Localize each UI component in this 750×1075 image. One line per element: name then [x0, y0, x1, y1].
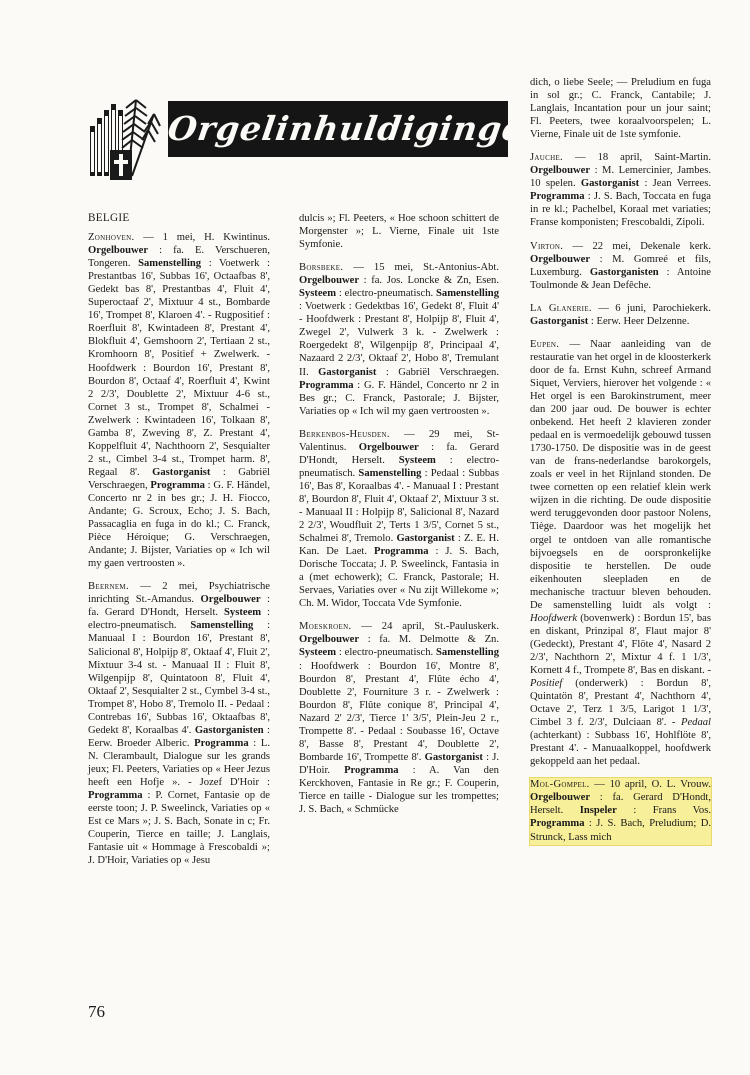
entry-text: — 24 april, St.-Pauluskerk. — [351, 621, 499, 633]
entry-location: Eupen. — [530, 338, 560, 350]
entry-label: Orgelbouwer — [358, 441, 419, 453]
entry-label: Samenstelling — [358, 467, 422, 479]
entry-label: Orgelbouwer — [88, 245, 149, 257]
entry-text: : fa. Gerard D'Hondt, Herselt. — [88, 594, 270, 619]
entry-text: — Naar aanleiding van de restauratie van het orgel in de kloosterkerk door de fa. Ernst Kuhn, schreef Armand Siquet, Verviers, hierover het volgende : « Het orgel is een Barokinstrument, meer dan 200 jaar oud. De bouwer is echter onbekend. Het heeft 2 klavieren zonder pedaal en is vermoedelijk gebouwd tussen 1730-1750. De dispositie was in de geest van de frans-nederlandse barokorgels, zoals er veel in het Rijnland stonden. De twee cornetten op een relatief klein werk wijzen in die richting. De oude dispositie werd teruggevonden door pastoor Nolens, Tiège. Daardoor was het mogelijk het orgel te ontdoen van alle romantische bijvoegsels en de oorspronkelijke dispositie te herstellen. De oude eikenhouten sleepladen en de mechanische tractuur bleven behouden. De samenstelling luidt als volgt : — [530, 338, 712, 611]
entry-continued: dulcis »; Fl. Peeters, « Hoe schoon schittert de Morgenster »; L. Vierne, Finale uit 1ste Symfonie. — [299, 213, 499, 251]
column-1 — [88, 212, 270, 877]
entry-label: Gastorganist — [530, 315, 589, 327]
section-heading: BELGIE — [88, 212, 130, 224]
entry-label: Systeem — [398, 454, 436, 466]
entry-location: La Glanerie. — [530, 302, 592, 314]
entry-text: : G. F. Händel, Concerto nr 2 in Bes gr.; C. Franck, Pastorale; J. Bijster, Variaties op « Ich wil my gaen vertroosten ». — [299, 379, 499, 417]
entry-text: : fa. Gerard D'Hondt, Herselt. — [530, 792, 711, 817]
entry-label: Samenstelling — [436, 288, 499, 300]
entry-italic: Hoofdwerk — [530, 612, 578, 624]
entry-text: : Pedaal : Subbas 16', Bas 8', Koraalbas 4'. - Manuaal I : Prestant 8', Bourdon 8', Fluit 4', Oktaaf 2', Mixtuur 3 st. - Manuaal II : Holpijp 8', Salicional 8', Nazard 2 2/3', Woudfluit 2', Terts 1 3/5', Cornet 5 st., Schalmei 8', Tremolo. — [299, 467, 500, 545]
entry-label: Gastorganist — [580, 178, 640, 190]
entry-text: : A. Van den Kerckhoven, Fantasie in Re gr.; F. Couperin, Tierce en taille - Dialogue sur les trompettes; J. S. Bach, « Schmücke — [299, 764, 499, 816]
entry-label: Samenstelling — [190, 620, 254, 632]
entry-text: : J. S. Bach, Dorische Toccata; J. P. Sweelinck, Fantasia in a (met echowerk); C. Franck, Pastorale; H. Servaes, Variaties over « Nu zijt Willekome »; Ch. M. Widor, Toccata Vde Symfonie. — [299, 546, 500, 610]
column-2 — [299, 212, 499, 826]
entry-label: Programma — [150, 479, 205, 491]
entry-text: : Z. E. H. Kan. De Laet. — [299, 533, 499, 558]
entry-text: : electro-pneumatisch. — [88, 607, 271, 632]
entry-text: : Eerw. Heer Delzenne. — [588, 315, 690, 327]
entry-label: Systeem — [224, 607, 262, 619]
entry-jauche — [530, 151, 711, 229]
entry-borsbeke — [299, 261, 499, 418]
entry-label: Inspeler — [579, 805, 617, 817]
entry-text: : Gabriël Verschraegen. — [376, 366, 499, 378]
entry-label: Orgelbouwer — [530, 165, 591, 177]
entry-text: : Voetwerk : Gedektbas 16', Gedekt 8', Fluit 4' - Hoofdwerk : Prestant 8', Holpijp 8', Fluit 4', Zwegel 2', Vulwerk 3 k. - Zwelwerk : Roergedekt 8', Wilgenpijp 8', Principaal 4', Nazaard 2 2/3', Oktaaf 2', Hobo 8', Tremulant II. — [299, 301, 499, 378]
entry-text: : fa. E. Verschueren, Tongeren. — [88, 245, 270, 270]
entry-label: Gastorganist — [318, 366, 377, 378]
entry-label: Orgelbouwer — [530, 792, 591, 804]
entry-text: : J. S. Bach, Preludium; D. Strunck, Lass mich — [530, 818, 711, 843]
entry-text: — 29 mei, St-Valentinus. — [299, 428, 499, 453]
entry-label: Systeem — [299, 647, 337, 659]
entry-location: Berkenbos-Heusden. — [299, 428, 390, 440]
entry-text: : electro-pneumatisch. — [336, 288, 437, 300]
entry-location: Zonhoven. — [88, 232, 135, 244]
entry-location: Moeskroen. — [299, 621, 352, 633]
page-title: Orgelinhuldigingen — [165, 109, 552, 148]
entry-label: Programma — [194, 737, 249, 749]
entry-moeskroen — [299, 620, 499, 816]
entry-label: Gastorganisten — [589, 266, 659, 278]
entry-label: Systeem — [299, 288, 337, 300]
entry-text: (achterkant) : Subbass 16', Hohlflöte 8', Prestant 4'. - Manuaalkoppel, hoofdwerk gekoppeld aan het pedaal. — [530, 730, 711, 768]
page-number: 76 — [88, 1002, 105, 1021]
entry-label: Orgelbouwer — [299, 634, 360, 646]
entry-label: Programma — [88, 790, 143, 802]
entry-text: : electro-pneumatisch. — [336, 647, 437, 659]
entry-berkenbos-heusden — [299, 428, 499, 611]
entry-text: : L. N. Clerambault, Dialogue sur les grands jeux; Fl. Peeters, Variaties op « Heer Jezus heeft een Hofje ». - Jozef D'Hoir : — [88, 737, 270, 788]
entry-text: : fa. M. Delmotte & Zn. — [359, 634, 499, 646]
entry-text: — 2 mei, Psychiatrische inrichting St.-Amandus. — [88, 581, 270, 606]
entry-continued: dich, o liebe Seele; — Preludium en fuga in sol gr.; C. Franck, Cantabile; J. Langlais, Incantation pour un jour saint; Fl. Peeters, twee koraalvoorspelen; L. Vierne, Finale uit de 1ste symfonie. — [530, 77, 711, 141]
entry-text: : Antoine Toulmonde & Jean Defêche. — [530, 266, 711, 291]
entry-text: : fa. Gerard D'Hondt, Herselt. — [299, 441, 499, 466]
entry-text: (onderwerk) : Bordun 8', Quintatön 8', Prestant 4', Nachthorn 4', Octave 2', Terz 1 3/5, Larigot 1 1/3', Cimbel 3 f. 2/3', Dulciaan 8'. - — [530, 678, 711, 729]
entry-location: Mol-Gompel. — [530, 779, 590, 791]
entry-zonhoven — [88, 231, 270, 570]
entry-label: Gastorganist — [396, 533, 455, 545]
entry-label: Gastorganisten — [194, 724, 264, 736]
entry-text: — 15 mei, St.-Antonius-Abt. — [343, 262, 499, 274]
column-3 — [530, 76, 711, 855]
entry-eupen — [530, 338, 711, 769]
entry-text: : electro-pneumatisch. — [299, 454, 499, 479]
entry-label: Orgelbouwer — [299, 275, 360, 287]
entry-text: — 6 juni, Parochiekerk. — [591, 302, 711, 314]
entry-text: — 10 april, O. L. Vrouw. — [589, 779, 711, 791]
entry-text: : Voetwerk : Prestantbas 16', Subbas 16', Octaafbas 8', Gedekt bas 8', Prestantbas 4', Fluit 4', Superoctaaf 2', Mixtuur 4 st., Bombarde 16', Trompet 8', Klaroen 4'. - Rugpositief : Roerfluit 8', Kwintadeen 8', Prestant 4', Blokfluit 4', Gemshoorn 2', Tertiaan 2 st., Kromhoorn 8', Positief + Zwelwerk. - Hoofdwerk : Bourdon 16', Prestant 8', Bourdon 8', Octaaf 4', Roerfluit 4', Kwint 2 2/3', Doublette 2', Mixtuur 4-6 st., Cornet 3 st., Trompet 8', Schalmei - Zwelwerk : Kwintadeen 16', Tolkaan 8', Gamba 8', Zweving 8', Z. Prestant 4', Koppelfluit 4', Nachthoorn 2', Sesquialter 2 st., Cimbel 3-4 st., Trompet harm. 8', Regaal 8'. — [88, 258, 270, 478]
entry-text: : fa. Jos. Loncke & Zn, Esen. — [359, 275, 499, 287]
entry-label: Orgelbouwer — [530, 253, 591, 265]
entry-location: Jauche. — [530, 152, 563, 164]
entry-beernem — [88, 580, 270, 867]
entry-location: Virton. — [530, 240, 564, 252]
entry-italic: Positief — [530, 678, 563, 690]
entry-label: Programma — [373, 546, 429, 558]
entry-text: : M. Lemercinier, Jambes. 10 spelen. — [530, 165, 711, 190]
entry-text: : Frans Vos. — [616, 805, 711, 817]
entry-location: Beernem. — [88, 581, 129, 593]
entry-label: Samenstelling — [138, 258, 202, 270]
entry-italic: Pedaal — [680, 717, 711, 729]
entry-text: : J. D'Hoir. — [299, 751, 499, 776]
entry-text: : G. F. Händel, Concerto nr 2 in bes gr.; J. H. Fiocco, Andante; G. Scroux, Echo; J. S. Bach, Passacaglia en fuga in do kl.; C. Franck, Pièce Héroique; G. Verschraegen, Andante; J. Bijster, Variaties op « Ich wil my gaen vertroosten ». — [88, 479, 270, 570]
entry-location: Borsbeke. — [299, 262, 344, 274]
entry-virton — [530, 240, 711, 292]
entry-label: Programma — [530, 818, 585, 830]
entry-text: : J. S. Bach, Toccata en fuga in re kl.; Pachelbel, Koraal met variaties; Franse komponisten; Frescobaldi, Zipoli. — [530, 191, 711, 229]
entry-text: — 1 mei, H. Kwintinus. — [134, 232, 270, 244]
entry-text: : P. Cornet, Fantasie op de eerste toon; J. P. Sweelinck, Variaties op « Est ce Mars »; J. S. Bach, Sonate in c; Fr. Couperin, Tierce en taille; J. Langlais, Fantasie uit « Hommage à Frescobaldi »; J. D'Hoir, Variaties op « Jesu — [88, 790, 270, 867]
entry-mol-gompel-highlighted — [530, 778, 711, 844]
entry-label: Programma — [530, 191, 585, 203]
entry-text: : Gabriël Verschraegen, — [88, 466, 270, 491]
entry-label: Gastorganist — [424, 751, 483, 763]
entry-label: Samenstelling — [436, 647, 499, 659]
entry-text: : M. Gomreé et fils, Luxemburg. — [530, 253, 711, 278]
entry-text: : Hoofdwerk : Bourdon 16', Montre 8', Bourdon 8', Prestant 4', Flûte écho 4', Doublette 2', Fourniture 3 r. - Zwelwerk : Bourdon 8', Flûte conique 8', Principal 4', Nazard 2' 2/3', Tierce 1' 3/5', Plein-Jeu 2 r., Trompette 8'. - Pedaal : Soubasse 16', Octave 8', Basse 8', Prestant 4', Doublette 2', Bombarde 16', Trompette 8'. — [299, 660, 499, 763]
entry-text: : Manuaal I : Bourdon 16', Prestant 8', Salicional 8', Holpijp 8', Oktaaf 4', Fluit 2', Mixtuur 3-4 st. - Manuaal II : Fluit 8', Wilgenpijp 8', Quintatoon 8', Fluit 4', Oktaaf 2', Sesquialter 2 st., Cymbel 3-4 st., Trompet 8', Hobo 8', Tremolo II. - Pedaal : Contrebas 16', Subbas 16', Oktaafbas 8', Gedekt 8', Koraalbas 4'. — [88, 620, 271, 736]
entry-label: Orgelbouwer — [200, 594, 261, 606]
entry-text: (bovenwerk) : Bordun 15', bas en diskant, Prinzipal 8', Flaut major 8' (Gedeckt), Prestant 4', Flöte 4', Nasard 2 2/3', Nachthorn 2', Mixtur 4 f. 1 1/3', Kornett 4 f., Trompete 8', Bas en diskant. - — [530, 612, 711, 676]
entry-label: Gastorganist — [152, 466, 211, 478]
entry-la-glanerie — [530, 302, 711, 328]
entry-text: : Jean Verrees. — [639, 178, 711, 190]
entry-text: : Eerw. Broeder Alberic. — [88, 724, 271, 749]
entry-text: — 22 mei, Dekenale kerk. — [563, 240, 711, 252]
entry-label: Programma — [344, 764, 399, 776]
entry-text: — 18 april, Saint-Martin. — [562, 152, 711, 164]
entry-label: Programma — [299, 379, 354, 391]
